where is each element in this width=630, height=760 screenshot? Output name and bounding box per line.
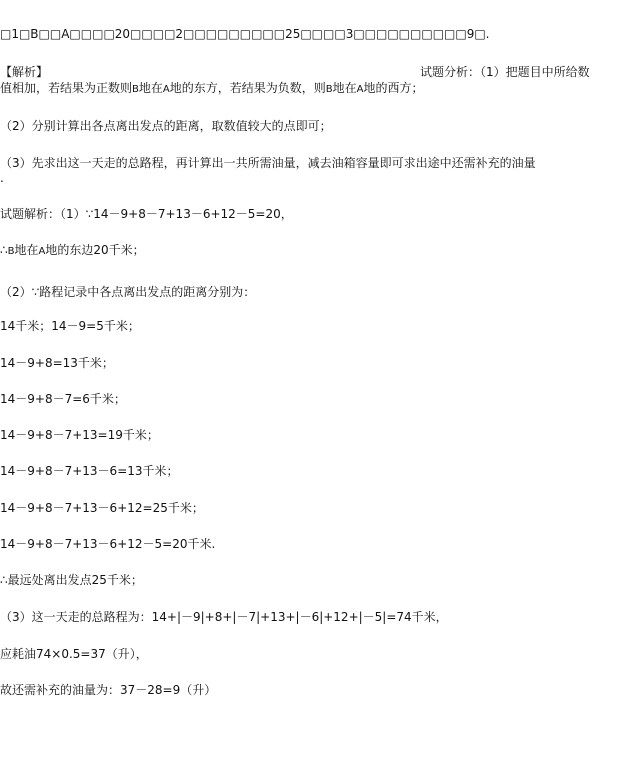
analysis-header-right: 试题分析：（1）把题目中所给数 xyxy=(420,65,590,79)
conclusion-1-a: A xyxy=(38,246,46,257)
solution-part-3-total: （3）这一天走的总路程为：14+|－9|+8+|－7|+13+|－6|+12+|－5|=74千米， xyxy=(0,610,448,624)
analysis-rule-text-a: 值相加，若结果为正数则 xyxy=(0,81,133,95)
analysis-point-3-tail: . xyxy=(0,171,4,185)
solution-part-2-intro: （2）∵路程记录中各点离出发点的距离分别为： xyxy=(0,285,256,299)
distance-line: 14－9+8－7+13=19千米； xyxy=(0,428,159,442)
solution-part-3-answer: 故还需补充的油量为：37－28=9（升） xyxy=(0,683,217,697)
therefore-symbol: ∴ xyxy=(0,243,8,257)
analysis-rule-text-g: 地在 xyxy=(332,81,357,95)
analysis-rule-text-e: 地的东方，若结果为负数，则 xyxy=(169,81,326,95)
analysis-rule-b2: B xyxy=(325,84,333,95)
analysis-rule-line xyxy=(0,80,424,98)
analysis-point-2: （2）分别计算出各点离出发点的距离，取数值较大的点即可； xyxy=(0,119,332,133)
solution-conclusion-1 xyxy=(0,242,145,260)
analysis-rule-a1: A xyxy=(162,84,170,95)
distance-line: 14－9+8－7+13－6=13千米； xyxy=(0,464,179,478)
conclusion-1-b: B xyxy=(7,246,15,257)
analysis-rule-b1: B xyxy=(132,84,139,95)
distance-line: 14千米；14－9=5千米； xyxy=(0,319,140,333)
solution-intro: 试题解析：（1）∵14－9+8－7+13－6+12－5=20， xyxy=(0,207,293,221)
analysis-rule-text-c: 地在 xyxy=(138,81,163,95)
conclusion-1-text-e: 地的东边20千米； xyxy=(45,243,145,257)
conclusion-1-text-c: 地在 xyxy=(14,243,39,257)
solution-part-3-fuel: 应耗油74×0.5=37（升）， xyxy=(0,647,148,661)
garbled-header-line: □1□B□□A□□□□20□□□□2□□□□□□□□□25□□□□3□□□□□□□□□□9□. xyxy=(0,27,490,41)
analysis-tag: 【解析】 xyxy=(0,65,49,79)
analysis-point-3: （3）先求出这一天走的总路程，再计算出一共所需油量，减去油箱容量即可求出途中还需补充的油量 xyxy=(0,156,536,170)
distance-line: 14－9+8－7+13－6+12－5=20千米. xyxy=(0,537,216,551)
distance-line: 14－9+8－7=6千米； xyxy=(0,392,126,406)
analysis-rule-text-i: 地的西方； xyxy=(363,81,424,95)
distance-line: 14－9+8=13千米； xyxy=(0,356,114,370)
distance-line: 14－9+8－7+13－6+12=25千米； xyxy=(0,501,204,515)
solution-conclusion-2: ∴最远处离出发点25千米； xyxy=(0,573,143,587)
analysis-rule-a2: A xyxy=(356,84,364,95)
